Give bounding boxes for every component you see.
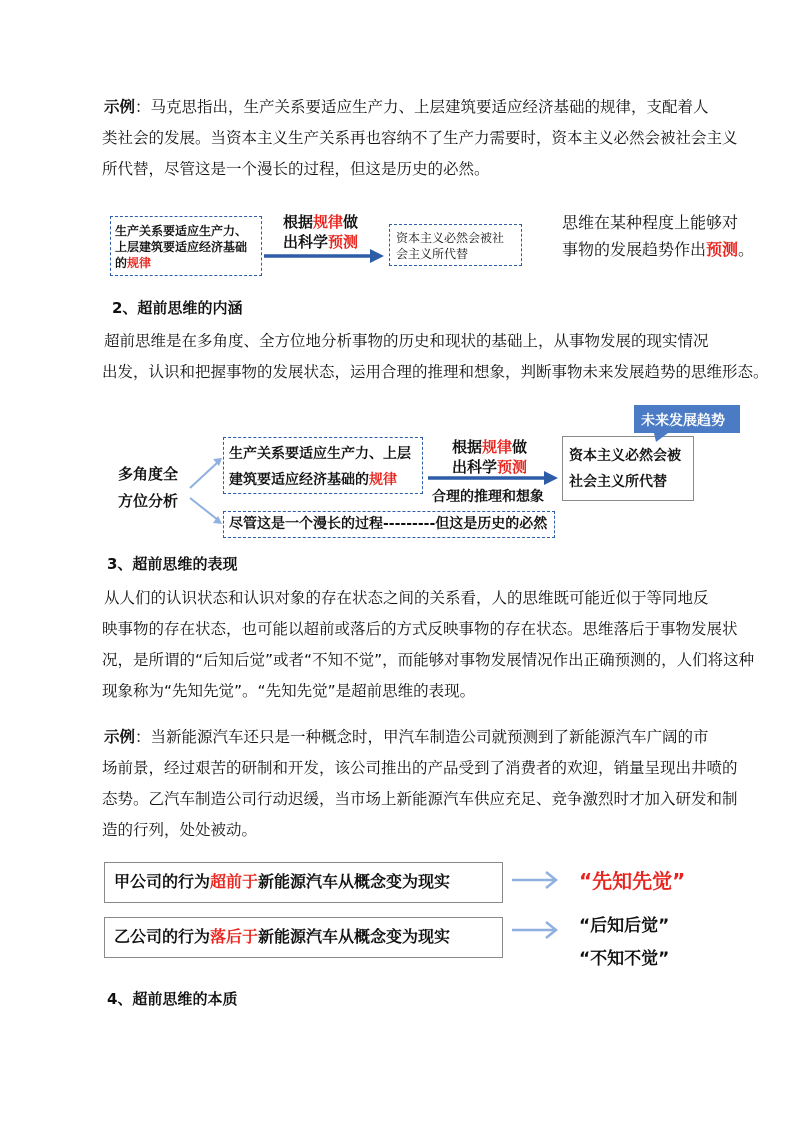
diagram2-callout: 未来发展趋势 xyxy=(641,413,725,429)
diagram2-arrow xyxy=(426,468,562,488)
diagram1-left-box: 生产关系要适应生产力、上层建筑要适应经济基础的规律 xyxy=(110,216,262,276)
diagram1-arrow xyxy=(262,246,388,266)
diagram3-row1-result: “先知先觉” xyxy=(579,869,686,893)
example1-line-3: 所代替，尽管这是一个漫长的过程，但这是历史的必然。 xyxy=(102,160,490,178)
heading-3: 3、超前思维的表现 xyxy=(107,555,238,573)
example-label: 示例 xyxy=(104,728,136,746)
diagram2-top-box: 生产关系要适应生产力、上层 建筑要适应经济基础的规律 xyxy=(223,437,423,494)
diagram2-arrow-label: 根据规律做 出科学预测 xyxy=(452,438,528,476)
example-label: 示例 xyxy=(104,98,136,116)
diagram2-left-label: 多角度全 方位分析 xyxy=(118,465,179,510)
diagram1-right-box: 资本主义必然会被社会主义所代替 xyxy=(389,224,522,266)
diagram2-result-box: 资本主义必然会被 社会主义所代替 xyxy=(562,436,694,501)
diagram1-arrow-label: 根据规律做 出科学预测 xyxy=(283,213,359,251)
diagram2-bottom-box: 尽管这是一个漫长的过程---------但这是历史的必然 xyxy=(223,511,555,538)
diagram1-side-text: 思维在某种程度上能够对 事物的发展趋势作出预测。 xyxy=(562,213,755,259)
diagram2-under-arrow: 合理的推理和想象 xyxy=(432,489,544,505)
heading-2: 2、超前思维的内涵 xyxy=(112,299,243,317)
diagram3-row2-box: 乙公司的行为落后于新能源汽车从概念变为现实 xyxy=(104,917,503,958)
example1-line-1: 示例：马克思指出，生产关系要适应生产力、上层建筑要适应经济基础的规律，支配着人 xyxy=(104,98,709,116)
example2-line-1: 示例：当新能源汽车还只是一种概念时，甲汽车制造公司就预测到了新能源汽车广阔的市 xyxy=(104,728,709,746)
para3: 从人们的认识状态和认识对象的存在状态之间的关系看，人的思维既可能近似于等同地反 映事物的存在状态，也可能以超前或落后的方式反映事物的存在状态。思维落后于事物发展状 况，是所谓的“后知后觉”或者“不知不觉”，而能够对事物发展情况作出正确预测的，人们将这种 现象称为“先知先觉”。“先知先觉”是超前思维的表现。 xyxy=(102,589,755,700)
example1-paragraph xyxy=(104,92,744,185)
diagram3-row1-arrow xyxy=(510,868,562,892)
example2-paragraph: 示例：当新能源汽车还只是一种概念时，甲汽车制造公司就预测到了新能源汽车广阔的市 场前景，经过艰苦的研制和开发，该公司推出的产品受到了消费者的欢迎，销量呈现出井喷的 态势。乙汽车制造公司行动迟缓，当市场上新能源汽车供应充足、竞争激烈时才加入研发和制 造的行列，处处被动。 xyxy=(104,722,744,846)
example1-line-2: 类社会的发展。当资本主义生产关系再也容纳不了生产力需要时，资本主义必然会被社会主义 xyxy=(102,129,738,147)
diagram2-branch-arrows xyxy=(186,450,226,530)
diagram3-row2-arrow xyxy=(510,918,562,942)
diagram3-row1-box: 甲公司的行为超前于新能源汽车从概念变为现实 xyxy=(104,862,503,903)
para2: 超前思维是在多角度、全方位地分析事物的历史和现状的基础上，从事物发展的现实情况 出发，认识和把握事物的发展状态，运用合理的推理和想象，判断事物未来发展趋势的思维形态。 xyxy=(102,332,769,381)
diagram3-row2-result: “后知后觉” “不知不觉” xyxy=(579,916,670,969)
heading-4: 4、超前思维的本质 xyxy=(107,990,238,1008)
